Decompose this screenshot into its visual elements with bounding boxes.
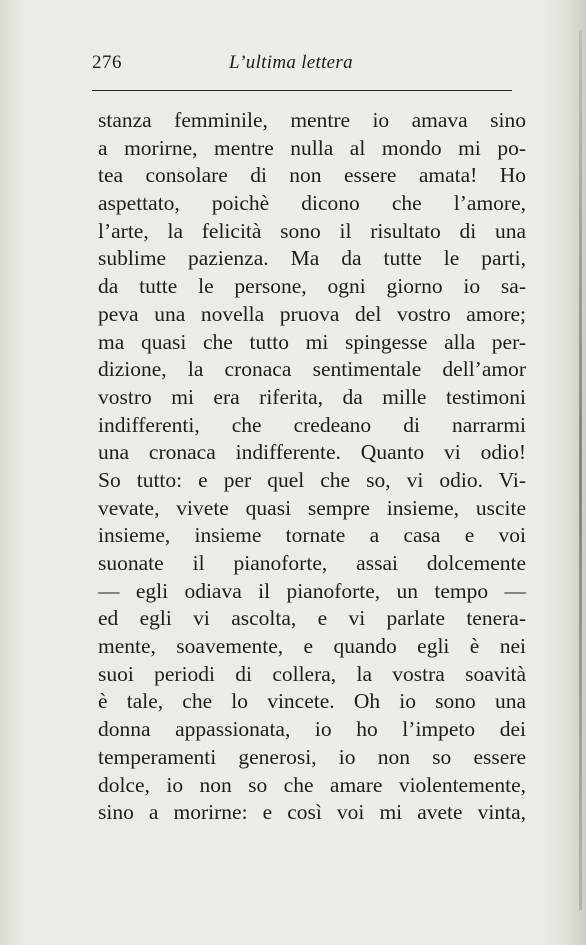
text-line: vevate, vivete quasi sempre insieme, uscite xyxy=(98,495,526,520)
running-title: L’ultima lettera xyxy=(229,52,353,73)
header-rule xyxy=(92,90,512,91)
text-line: stanza femminile, mentre io amava sino xyxy=(98,108,526,132)
text-line: peva una novella pruova del vostro amore; xyxy=(98,301,526,326)
text-line: sublime pazienza. Ma da tutte le parti, xyxy=(98,246,526,271)
page-number: 276 xyxy=(92,52,122,73)
text-line: dizione, la cronaca sentimentale dell’amor xyxy=(98,357,526,382)
text-line: sino a morirne: e così voi mi avete vinta, xyxy=(98,800,526,825)
text-line: da tutte le persone, ogni giorno io sa- xyxy=(98,274,526,299)
text-line: l’arte, la felicità sono il risultato di una xyxy=(98,218,526,243)
text-line: è tale, che lo vincete. Oh io sono una xyxy=(98,689,526,714)
text-line: mente, soavemente, e quando egli è nei xyxy=(98,634,526,659)
body-text xyxy=(98,107,526,827)
page-header xyxy=(92,48,512,86)
text-line: ma quasi che tutto mi spingesse alla per- xyxy=(98,329,526,354)
text-line: suonate il pianoforte, assai dolcemente xyxy=(98,551,526,575)
text-line: donna appassionata, io ho l’impeto dei xyxy=(98,717,526,742)
text-line: indifferenti, che credeano di narrarmi xyxy=(98,412,526,437)
text-line: vostro mi era riferita, da mille testimoni xyxy=(98,384,526,409)
text-line: una cronaca indifferente. Quanto vi odio! xyxy=(98,440,526,465)
text-line: temperamenti generosi, io non so essere xyxy=(98,744,526,769)
text-line: ed egli vi ascolta, e vi parlate tenera- xyxy=(98,606,526,631)
text-line: suoi periodi di collera, la vostra soavità xyxy=(98,661,526,686)
text-line: dolce, io non so che amare violentemente, xyxy=(98,772,526,797)
text-line: aspettato, poichè dicono che l’amore, xyxy=(98,191,526,216)
text-line: So tutto: e per quel che so, vi odio. Vi- xyxy=(98,467,526,492)
text-line: — egli odiava il pianoforte, un tempo — xyxy=(98,578,526,603)
text-line: insieme, insieme tornate a casa e voi xyxy=(98,523,526,548)
page-edge-shadow xyxy=(579,30,582,910)
text-line: a morirne, mentre nulla al mondo mi po- xyxy=(98,135,526,160)
text-line: tea consolare di non essere amata! Ho xyxy=(98,163,526,188)
